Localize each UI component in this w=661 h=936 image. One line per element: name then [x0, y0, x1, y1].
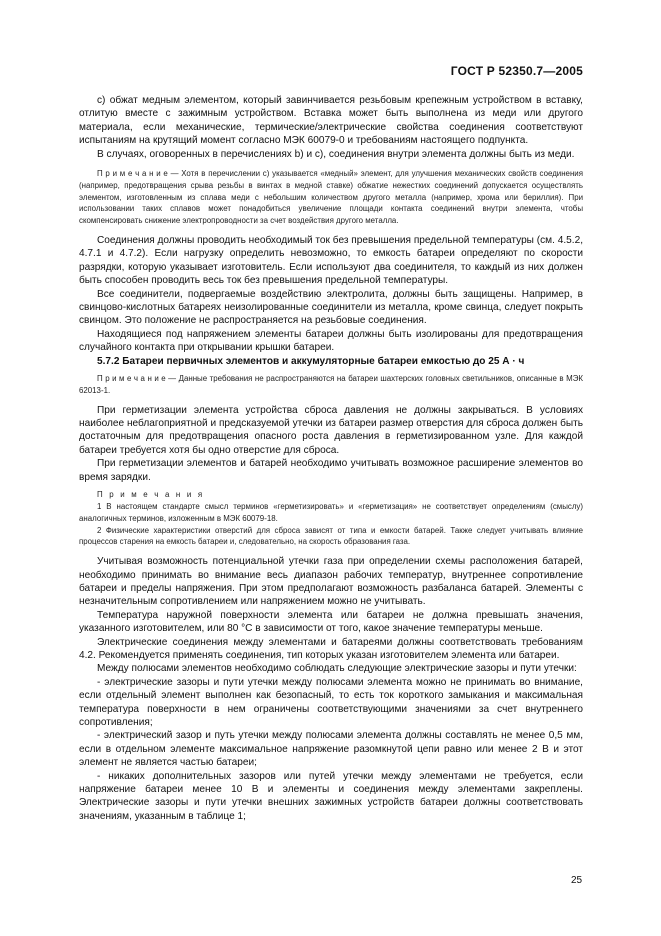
paragraph: Находящиеся под напряжением элементы батареи должны быть изолированы для предотвращения случайного контакта при открывании крышки батареи.: [79, 328, 583, 354]
paragraph: При герметизации элемента устройства сброса давления не должны закрываться. В условиях наиболее неблагоприятной и предсказуемой утечки из батареи размер отверстия для сброса должен быть достаточным для предотвращения опасного роста давления в герметизированном узле. Для каждой батареи требуется хотя бы одно отверстие для сброса.: [79, 404, 583, 456]
list-item: - электрический зазор и путь утечки между полюсами элемента должны составлять не менее 0,5 мм, если в отдельном элементе максимальное напряжение разомкнутой цепи равно или менее 2 В и этот элемент не является частью батареи;: [79, 730, 583, 769]
note: П р и м е ч а н и е — Данные требования не распространяются на батареи шахтерских головных светильников, описанные в МЭК 62013-1.: [79, 374, 583, 395]
paragraph: В случаях, оговоренных в перечислениях b) и c), соединения внутри элемента должны быть из меди.: [97, 148, 575, 160]
note: П р и м е ч а н и е — Хотя в перечислении c) указывается «медный» элемент, для улучшения механических свойств соединения (например, предотвращения срыва резьбы в винтах в медной ставке) обжатие нежестких соединений допускается осуществлять элементом, изготовленным из сплава меди с небольшим количеством другого металла (например, хрома или бериллия). При использовании таких сплавов может понадобиться увеличение площади контакта соединений внутри элемента, чтобы скомпенсировать снижение электропроводности за счет воздействия другого металла.: [79, 169, 583, 226]
list-item: - никаких дополнительных зазоров или путей утечки между элементами не требуется, если напряжение батареи менее 10 В и элементы и соединения между элементами закреплены. Электрические зазоры и пути утечки внешних зажимных устройств батареи должны соответствовать значениям, указанным в таблице 1;: [79, 770, 583, 822]
paragraph: c) обжат медным элементом, который завинчивается резьбовым крепежным устройством в вставку, отлитую вместе с зажимным устройством. Вставка может быть выполнена из меди или другого материала, если механические, термические/электрические свойства соединения соответствуют испытаниям на крутящий момент согласно МЭК 60079-0 и требованиям настоящего подпункта.: [79, 95, 583, 147]
note: 1 В настоящем стандарте смысл терминов «герметизировать» и «герметизация» не соответствует определениям (смыслу) аналогичных терминов, изложенным в МЭК 60079-18.: [79, 501, 583, 523]
document-header: ГОСТ Р 52350.7—2005: [450, 64, 583, 78]
paragraph: Электрические соединения между элементами и батареями должны соответствовать требованиям 4.2. Рекомендуется применять соединения, тип которых указан изготовителем элемента или батареи.: [79, 636, 583, 661]
paragraph: Температура наружной поверхности элемента или батареи не должна превышать значения, указанного изготовителем, или 80 °С в зависимости от того, какое значение температуры меньше.: [79, 609, 583, 635]
page-number: 25: [571, 875, 583, 886]
document-body: [79, 94, 583, 823]
paragraph: При герметизации элементов и батарей необходимо учитывать возможное расширение элементов во время зарядки.: [79, 458, 583, 483]
note: 2 Физические характеристики отверстий для сброса зависят от типа и емкости батарей. Также следует учитывать влияние процессов старения на емкость батареи и, следовательно, на скорость образования газа.: [79, 525, 583, 547]
paragraph: Учитывая возможность потенциальной утечки газа при определении схемы расположения батарей, необходимо принимать во внимание весь диапазон рабочих температур, внутреннее сопротивление батареи и пределы напряжения. При этом предполагают возможность разбаланса батарей. Элементы с незначительным сопротивлением или напряжением можно не учитывать.: [79, 556, 583, 608]
paragraph: Все соединители, подвергаемые воздействию электролита, должны быть защищены. Например, в свинцово-кислотных батареях неизолированные соединители из металла, кроме свинца, следует покрыть свинцом. Это положение не распространяется на резьбовые соединения.: [79, 288, 583, 327]
paragraph: Соединения должны проводить необходимый ток без превышения предельной температуры (см. 4.5.2, 4.7.1 и 4.7.2). Если нагрузку определить невозможно, то емкость батареи определяют по скорости разрядки, которую указывает изготовитель. Если используют два соединителя, то каждый из них должен быть способен проводить весь ток без превышения предельной температуры.: [79, 235, 583, 287]
paragraph: Между полюсами элементов необходимо соблюдать следующие электрические зазоры и пути утечки:: [97, 663, 577, 675]
section-heading: 5.7.2 Батареи первичных элементов и аккумуляторные батареи емкостью до 25 А · ч: [97, 355, 525, 367]
list-item: - электрические зазоры и пути утечки между полюсами элемента можно не принимать во внимание, если отдельный элемент выполнен как безопасный, то есть ток короткого замыкания и максимальная температура поверхности в нем ограничены соответствующими значениями за счет внутреннего сопротивления;: [79, 676, 583, 728]
notes-heading: П р и м е ч а н и я: [97, 490, 205, 500]
